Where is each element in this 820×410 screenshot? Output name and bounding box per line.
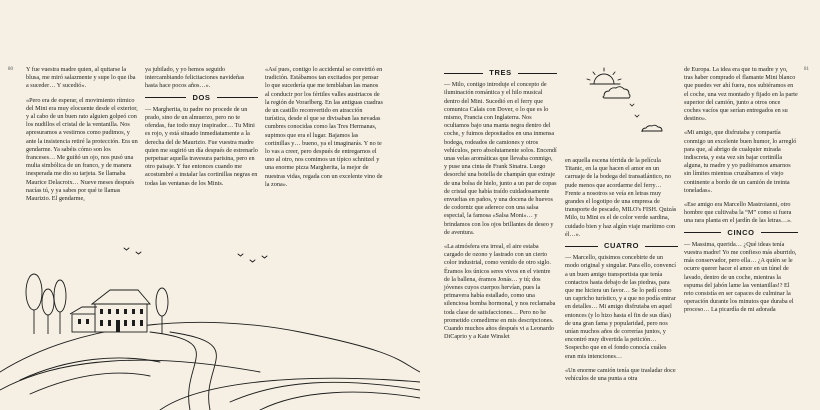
paragraph: Y fue vuestra madre quien, al quitarse la blusa, me miró salazmente y supe lo que iba a suceder… Y sucedió». [26,66,136,90]
hill-line [0,360,260,390]
road-line [150,332,196,410]
cloud-icon [603,87,630,98]
sun-icon [587,68,621,84]
section-heading-label: TRES [489,68,512,77]
section-heading-cuatro [565,242,678,250]
text-column-2 [145,66,258,188]
paragraph: de Europa. La idea era que tu madre y yo, tras haber comprado el flamante Mini blanco que puedes ver ahí fuera, nos subiéramos en el coche, una vez montado y fijado en la parte superior del camión, junto a otros once coches vacíos que serían entregados en su destino». [684,66,798,123]
paragraph: «Un enorme camión tenía que trasladar doce vehículos de una punta a otra [565,366,676,383]
bird-icon [630,104,639,117]
paragraph: — Margherita, tu padre no procede de un prado, sino de un almuerzo, pero no te ofendas, fue todo muy inspirador… Tu Mini es rojo, y está situado inmediatamente a la derecha del de Maurizio. Fue vuestra madre quien me sugirió un día después de estrenarlo perpetuar aquella travesura parisina, pero en otro paisaje. Y fue entonces cuando me acostumbré a instalar las cortinillas negras en todas las ventanas de los Minis. [145,105,258,187]
heading-rule-left [565,246,598,247]
section-heading-label: CUATRO [603,241,640,251]
text-column-4 [444,66,557,342]
paragraph: — Milo, contigo introduje el concepto de iluminación romántica y el hilo musical dentro del Mini. Sucedió en el ferry que comunica Calais con Dover, o lo que es lo mismo, Francia con Inglaterra. Nos ocultamos bajo una manta negra dentro del coche, y fuimos depositados en una inmensa bodega, rodeados de camiones y otros vehículos, pero absolutamente solos. Encendí unas velas aromáticas que llevaba conmigo, y puse una cinta de Frank Sinatra. Luego desorché una botella de champán que extraje de una bolsa de hielo, junto a un par de copas de cristal que había traído cuidadosamente envueltas en paños, y una docena de huevos de codorniz que aderece con una salsa especial, la famosa «Salsa Moni»… y brindamos con los ojos brillantes de deseo y de aventura. [444,81,557,236]
farmhouse-icon [70,290,150,332]
hill-line [160,378,420,410]
paragraph: «Pero era de esperar, el movimiento rítmico del Mini era muy elocuente desde el exterior, y al cabo de un buen rato alguien golpeó con los nudillos el cristal de la ventanilla. Nos apresuramos a vestirnos como pudimos, y ante la insistencia retiré la protección. Era un gendarme. Ya sabéis cómo son los franceses… Me guiñó un ojo, nos pusó una multa simbólica de un franco, y de manera inesperada me dio su tarjeta. Se llamaba Maurice Delacroix… Nueve meses después nacías tú, y ya sabes por qué te llamas Maurizio. El gendarme, [26,96,138,203]
text-column-3 [265,66,383,189]
section-heading-label: DOS [192,92,211,102]
heading-rule-left [145,97,186,98]
paragraph: ya jubilado, y yo hemos seguido intercambiando felicitaciones navideñas hasta hace pocos años…». [145,66,245,90]
bird-icon [124,248,129,250]
heading-rule-right [645,246,678,247]
countryside-illustration [0,262,420,410]
sun-clouds-illustration [580,62,690,142]
paragraph: «Así pues, contigo lo accidental se convirtió en tradición. Estábamos tan excitados por pensar lo que sucedería que me temblaban las manos al conducir por los fértiles valles austriacos de la región de Vorarlberg. En las antiguas cuadras de un castillo reconvertido en atracción turística, desde el que se divisaban las nevadas cumbres conocidas como las Tres Hermanas, supimos que era el lugar. Bajamos las cortinillas y… bueno, ya el imaginarás. Y no te lo vas a creer, pero después de entregarnos el uno al otro, nos comimos un típico schnitzel y una enorme pizza Margherita, la mejor de nuestras vidas, regada con un excelente vino de la zona». [265,66,383,188]
heading-rule-right [761,232,798,233]
paragraph: «Ese amigo era Marcello Mastroianni, otro hombre que cultivaba la “M” como si fuera una rara planta en el jardín de las letras…». [684,201,792,225]
section-heading-label: CINCO [727,227,755,237]
paragraph: «La atmósfera era irreal, el aire estaba cargado de ozono y lastrado con un cierto color industrial, como venido de otro siglo. Éramos los únicos seres vivos en el vientre de la ballena, éramos Jonás… y tú; dos jóvenes cuyos cuerpos hervían, pues la primavera había estallado, como una silenciosa bomba hormonal, y nos reclamaba toda clase de satisfacciones… Pero no he prometido comedirme en mis descripciones. Cuando muchos años después vi a Leonardo DiCaprio y a Kate Winslet [444,243,556,341]
page-number-right: 81 [804,67,809,72]
paragraph: «Mi amigo, que disfrutaba y compartía conmigo un excelente buen humor, lo arregló para que, al abrigo de cualquier mirada indiscreta, y esta vez sin bajar cortinilla alguna, tu madre y yo pudiéramos amarnos sin límites mientras cruzábamos el viejo continente a bordo de un camión de treinta toneladas». [684,129,797,194]
heading-rule-right [518,73,557,74]
text-column-1 [26,66,138,203]
paragraph: — Marcello, quisimos concebirte de un modo original y singular. Para ello, convencí a un buen amigo transportista que tenía contactos hasta debajo de las piedras, para que me hiciera un favor… Se lo pedí como un capricho turístico, y a que no podía entrar en detalles… Mi amigo disfrutaba en aquel entonces (y lo hizo hasta el fin de sus días) de una gran fama y popularidad, pero nos unían muchos años de correrías juntos, y encontró muy divertida la petición… Sospecho que en el fondo conocía cuáles eran mis intenciones… [565,254,677,360]
bird-icon [262,256,267,258]
heading-rule-left [444,73,483,74]
section-heading-tres [444,69,557,77]
bird-icon [238,254,243,256]
text-column-6 [684,66,798,315]
paragraph: en aquella escena tórrida de la película Titanic, en la que hacen el amor en un carruaje de la bodega del transatlántico, no pude menos que acordarme del ferry… Frente a nosotros se veía en letras muy grandes el logotipo de una empresa de transporte de pescado, MILO's FISH. Quizás Milo, tu Mini es el de color verde sardina, cuidado bien y haz algún viaje marítimo con él…». [565,157,677,238]
bird-icon [136,252,141,254]
cloud-icon [642,125,662,132]
paragraph: — Massima, querida… ¿Qué ideas tenía vuestra madre! Yo me confieso más aburrido, más conservador, pero ella… ¿A quién se le ocurre querer hacer el amor en un túnel de lavado, dentro de un coche, mientras la espuma del jabón lame las ventanillas!? El reto consistía en ser capaces de culminar la operación durante los minutos que duraba el proceso… La picardía de mi adorada [684,240,797,314]
page-number-left: 80 [8,67,13,72]
section-heading-dos [145,94,258,102]
heading-rule-right [217,97,258,98]
text-column-5 [565,157,678,383]
section-heading-cinco [684,229,798,237]
heading-rule-left [684,232,721,233]
